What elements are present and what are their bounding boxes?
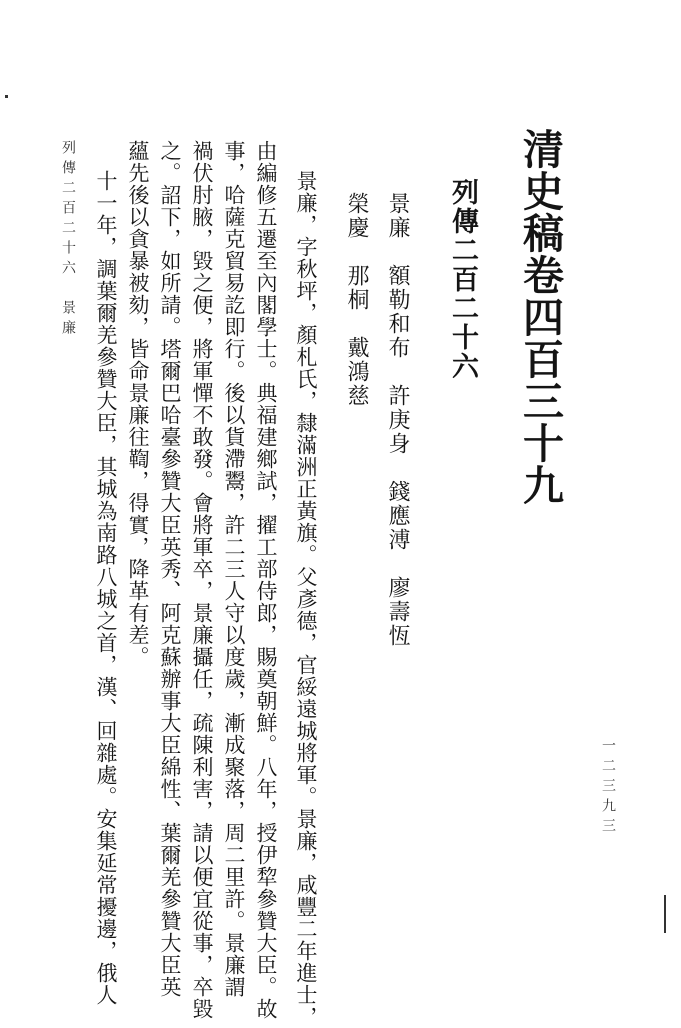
body-column-7: 十一年，調葉爾羌參贊大臣，其城為南路八城之首，漢、回雜處。安集延常擾邊，俄人 xyxy=(94,170,118,1006)
chapter-subtitle: 列傳二百二十六 xyxy=(447,178,478,381)
footer-chapter-label: 列傳二百二十六 景廉 xyxy=(60,140,76,340)
page-number: 一二三九三 xyxy=(600,738,616,838)
body-column-4: 禍伏肘腋，毀之便，將軍憚不敢發。會將軍卒，景廉攝任，疏陳利害，請以便宜從事，卒毀 xyxy=(190,140,214,1020)
scan-edge-mark xyxy=(664,895,666,933)
body-column-3: 事，哈薩克貿易訖即行。後以貨滯鬻，許二三人守以度歲，漸成聚落，周二里許。景廉謂 xyxy=(222,140,246,998)
body-column-5: 之。詔下，如所請。塔爾巴哈臺參贊大臣英秀、阿克蘇辦事大臣綿性、葉爾羌參贊大臣英 xyxy=(158,140,182,998)
page-title: 清史稿卷四百三十九 xyxy=(516,128,564,506)
biography-names-line-2: 榮慶 那桐 戴鴻慈 xyxy=(344,192,369,408)
body-column-6: 蘊先後以貪暴被劾，皆命景廉往鞫，得實，降革有差。 xyxy=(126,140,150,668)
scan-dot-mark xyxy=(5,95,8,98)
biography-names-line-1: 景廉 額勒和布 許庚身 錢應溥 廖壽恆 xyxy=(385,192,410,648)
body-column-2: 由編修五遷至內閣學士。典福建鄉試，擢工部侍郎，賜奠朝鮮。八年，授伊犂參贊大臣。故 xyxy=(254,140,278,1020)
body-column-1: 景廉，字秋坪，顏札氏，隸滿洲正黃旗。父彥德，官綏遠城將軍。景廉，咸豐二年進士， xyxy=(294,170,318,1028)
